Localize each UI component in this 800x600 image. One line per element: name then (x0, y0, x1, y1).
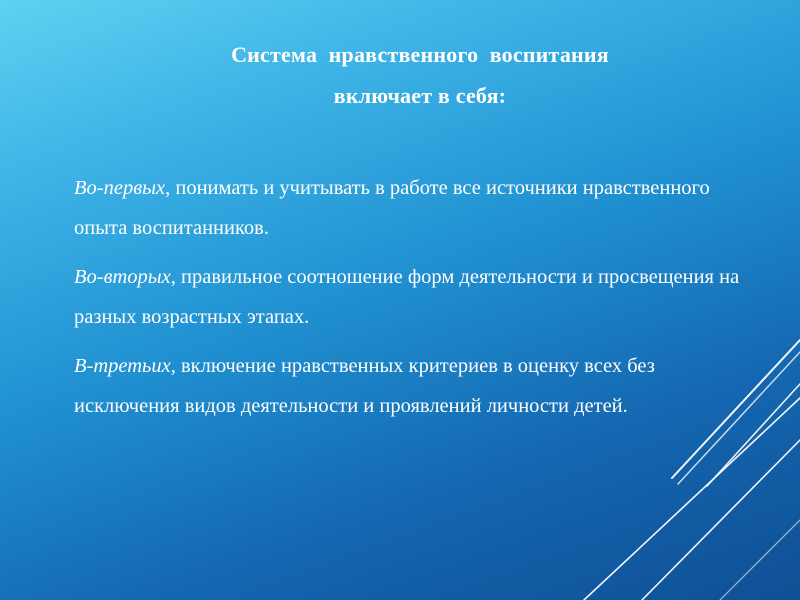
paragraph-first (74, 168, 754, 248)
paragraph-text: , понимать и учитывать в работе все источники нравственного опыта воспитанников. (74, 177, 710, 239)
diagonal-line (720, 520, 800, 600)
title-line-2: включает в себя: (333, 83, 507, 108)
title-line-1: Система нравственного воспитания (231, 42, 609, 67)
paragraph-lead: Во-первых (74, 177, 166, 199)
paragraph-lead: В-третьих, (74, 355, 176, 377)
paragraph-text: , правильное соотношение форм деятельности и просвещения на разных возрастных этапах. (74, 266, 740, 328)
paragraph-second (74, 257, 754, 337)
diagonal-line (642, 440, 800, 600)
slide-title (0, 34, 800, 116)
slide-body (74, 168, 754, 435)
paragraph-third (74, 346, 754, 426)
paragraph-lead: Во-вторых (74, 266, 171, 288)
paragraph-text: включение нравственных критериев в оценку всех без исключения видов деятельности и проявлений личности детей. (74, 355, 655, 417)
